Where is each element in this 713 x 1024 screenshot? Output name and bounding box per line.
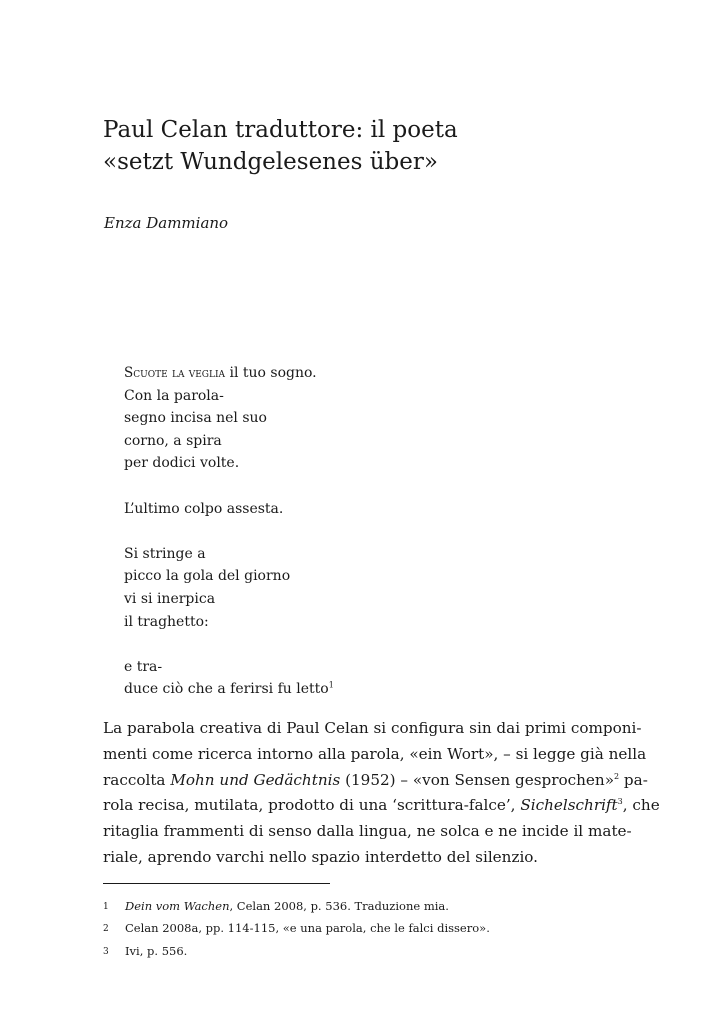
- footnote-ref-1[interactable]: 1: [328, 680, 334, 690]
- paragraph-text: pa-: [619, 770, 648, 789]
- footnote-italic: Dein vom Wachen: [125, 899, 230, 913]
- footnote-3: [103, 944, 187, 959]
- poem-text: duce ciò che a ferirsi fu letto: [124, 681, 329, 698]
- paragraph-text: , che: [622, 796, 660, 815]
- footnote-2: [103, 921, 490, 936]
- paragraph-text: rola recisa, mutilata, prodotto di una ‘scrittura-falce’,: [103, 796, 521, 815]
- footnote-number: 2: [103, 924, 109, 934]
- paragraph-text: raccolta: [103, 770, 171, 789]
- paragraph-line: [103, 793, 660, 819]
- poem-line: [124, 362, 334, 385]
- poem-line: picco la gola del giorno: [124, 568, 291, 585]
- paragraph-text: (1952) – «von Sensen gesprochen»: [340, 770, 614, 789]
- footnote-1: [103, 899, 449, 914]
- stanza-break: [124, 520, 334, 543]
- footnote-text: Ivi, p. 556.: [125, 944, 188, 958]
- body-paragraph: [103, 716, 660, 871]
- poem-line: vi si inerpica: [124, 590, 216, 607]
- stanza-break: [124, 475, 334, 498]
- stanza-break: [124, 633, 334, 656]
- footnote-ref-2[interactable]: 2: [614, 771, 620, 781]
- article-title: [103, 114, 458, 178]
- poem-line: Con la parola-: [124, 387, 224, 404]
- footnote-number: 3: [103, 947, 109, 957]
- poem-text: il tuo sogno.: [225, 365, 317, 381]
- footnote-text: Celan 2008a, pp. 114-115, «e una parola, che le falci dissero».: [125, 921, 490, 935]
- footnote-separator: [103, 883, 330, 884]
- poem-line: corno, a spira: [124, 432, 222, 449]
- poem-line: Si stringe a: [124, 545, 206, 562]
- poem-line: segno incisa nel suo: [124, 410, 267, 427]
- paragraph-line: [103, 768, 648, 794]
- title-line-2: «setzt Wundgelesenes über»: [103, 149, 438, 175]
- title-line-1: Paul Celan traduttore: il poeta: [103, 117, 458, 143]
- paragraph-line: menti come ricerca intorno alla parola, «ein Wort», – si legge già nella: [103, 744, 647, 763]
- paragraph-line: riale, aprendo varchi nello spazio interdetto del silenzio.: [103, 847, 539, 866]
- term-italic: Sichelschrift: [520, 796, 618, 815]
- paragraph-line: ritaglia frammenti di senso dalla lingua, ne solca e ne incide il mate-: [103, 822, 632, 841]
- footnote-ref-3[interactable]: 3: [617, 797, 623, 807]
- poem-line: per dodici volte.: [124, 455, 240, 472]
- poem-line: il traghetto:: [124, 613, 209, 630]
- author-name: Enza Dammiano: [104, 214, 229, 232]
- book-title-italic: Mohn und Gedächtnis: [170, 770, 341, 789]
- poem-line: e tra-: [124, 658, 163, 675]
- poem-line: [124, 678, 334, 701]
- footnote-text: , Celan 2008, p. 536. Traduzione mia.: [229, 899, 449, 913]
- epigraph-poem: [124, 362, 334, 701]
- footnote-number: 1: [103, 902, 109, 912]
- poem-line: L’ultimo colpo assesta.: [124, 500, 284, 517]
- paragraph-line: La parabola creativa di Paul Celan si configura sin dai primi componi-: [103, 719, 642, 737]
- poem-smallcaps-incipit: Scuote la veglia: [124, 365, 226, 381]
